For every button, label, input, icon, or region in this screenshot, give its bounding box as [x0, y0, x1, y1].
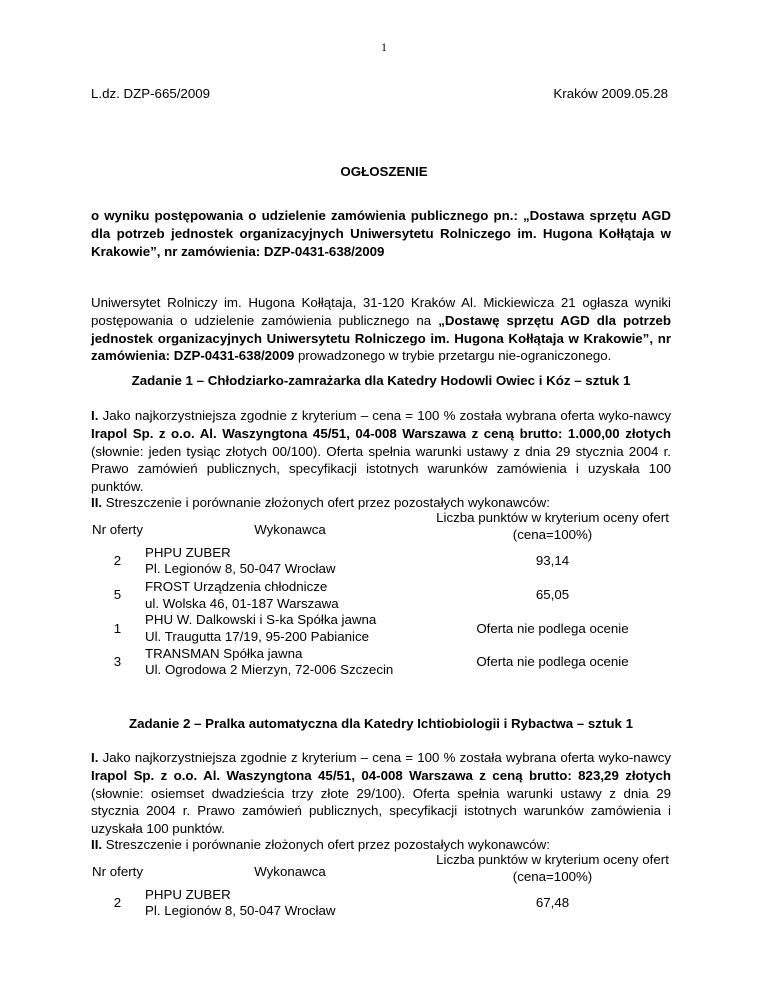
offer-contractor — [145, 612, 435, 645]
document-heading: OGŁOSZENIE — [340, 164, 428, 179]
contractor-name: TRANSMAN Spółka jawna — [145, 645, 303, 661]
page-number: 1 — [381, 40, 387, 54]
offer-score: 93,14 — [535, 552, 570, 568]
task2-sec2-label: II. — [91, 837, 103, 852]
table-row — [90, 612, 670, 645]
task1-sec1-label: I. — [91, 408, 99, 423]
header-score: Liczba punktów w kryterium oceny ofert (cena=100%) — [436, 510, 669, 542]
task1-sec1-bold: Irapol Sp. z o.o. Al. Waszyngtona 45/51, 04-008 Warszawa z ceną brutto: 1.000,00 złotych — [91, 425, 671, 441]
table-header-row — [90, 510, 670, 543]
contractor-address: Pl. Legionów 8, 50-047 Wrocław — [145, 903, 336, 919]
task1-sec1-text-end: (słownie: jeden tysiąc złotych 00/100). Oferta spełnia warunki ustawy z dnia 29 stycznia 2004 r. Prawo zamówień publicznych, specyfikacji istotnych warunków zamówienia i uzyskała 100 punktów. — [91, 443, 671, 495]
contractor-address: Pl. Legionów 8, 50-047 Wrocław — [145, 561, 336, 577]
task2-sec2-text: Streszczenie i porównanie złożonych ofert przez pozostałych wykonawców: — [102, 837, 550, 852]
reference-number: L.dz. DZP-665/2009 — [91, 86, 211, 101]
header-nr: Nr oferty — [92, 522, 143, 538]
offer-contractor — [145, 885, 435, 921]
contractor-address: Ul. Ogrodowa 2 Mierzyn, 72-006 Szczecin — [145, 662, 394, 678]
task2-sec1-text-end: (słownie: osiemset dwadzieścia trzy złote 29/100). Oferta spełnia warunki ustawy z dnia 29 stycznia 2004 r. Prawo zamówień publicznych, specyfikacji istotnych warunków zamówienia i uzyskała 100 punktów. — [91, 785, 671, 837]
task2-offers-table — [90, 852, 670, 921]
offer-nr: 1 — [113, 620, 122, 636]
offer-contractor — [145, 543, 435, 579]
contractor-address: ul. Wolska 46, 01-187 Warszawa — [145, 595, 339, 611]
contractor-name: PHPU ZUBER — [145, 886, 231, 902]
offer-contractor — [145, 579, 435, 612]
contractor-name: PHPU ZUBER — [145, 544, 231, 560]
task1-sec2-label: II. — [91, 495, 103, 510]
header-contractor: Wykonawca — [254, 521, 326, 537]
subject-paragraph: o wyniku postępowania o udzielenie zamówienia publicznego pn.: „Dostawa sprzętu AGD dla potrzeb jednostek organizacyjnych Uniwersytetu Rolniczego im. Hugona Kołłątaja w Krakowie”, nr zamówienia: DZP-0431-638/2009 — [91, 208, 671, 259]
intro-paragraph — [91, 294, 671, 365]
offer-nr: 2 — [113, 552, 122, 568]
task1-sec1-text: Jako najkorzystniejsza zgodnie z kryterium – cena = 100 % została wybrana oferta wyko-nawcy — [98, 408, 671, 423]
task1-section1 — [91, 407, 671, 496]
offer-nr: 5 — [113, 587, 122, 603]
intro-text-end: prowadzonego w trybie przetargu nie-ograniczonego. — [294, 348, 612, 364]
offer-score: 65,05 — [535, 587, 570, 603]
header-nr: Nr oferty — [92, 864, 143, 880]
offer-nr: 3 — [113, 653, 122, 669]
offer-score: 67,48 — [535, 894, 570, 910]
task2-sec1-label: I. — [91, 750, 99, 765]
task1-sec2-text: Streszczenie i porównanie złożonych ofert przez pozostałych wykonawców: — [102, 495, 550, 510]
offer-score: Oferta nie podlega ocenie — [476, 620, 629, 636]
table-row — [90, 646, 670, 679]
table-row — [90, 579, 670, 612]
header-score: Liczba punktów w kryterium oceny ofert (cena=100%) — [436, 852, 669, 884]
task2-sec1-bold: Irapol Sp. z o.o. Al. Waszyngtona 45/51, 04-008 Warszawa z ceną brutto: 823,29 złotych — [91, 767, 671, 783]
header-contractor: Wykonawca — [254, 863, 326, 879]
contractor-name: PHU W. Dalkowski i S-ka Spółka jawna — [145, 612, 377, 628]
intro-bold: „Dostawę sprzętu AGD dla potrzeb jednostek organizacyjnych Uniwersytetu Rolniczego im. Hugona Kołłątaja w Krakowie”, nr zamówienia: DZP-0431-638/2009 — [91, 312, 671, 364]
task2-sec1-text: Jako najkorzystniejsza zgodnie z kryterium – cena = 100 % została wybrana oferta wyko-nawcy — [98, 750, 671, 765]
task1-title: Zadanie 1 – Chłodziarko-zamrażarka dla Katedry Hodowli Owiec i Kóz – sztuk 1 — [131, 373, 631, 388]
task1-offers-table — [90, 510, 670, 679]
offer-score: Oferta nie podlega ocenie — [476, 653, 629, 669]
table-row — [90, 543, 670, 579]
table-row — [90, 885, 670, 921]
contractor-address: Ul. Traugutta 17/19, 95-200 Pabianice — [145, 628, 369, 644]
contractor-name: FROST Urządzenia chłodnicze — [145, 579, 328, 595]
intro-text: Uniwersytet Rolniczy im. Hugona Kołłątaja, 31-120 Kraków Al. Mickiewicza 21 ogłasza wyniki postępowania o udzielenie zamówienia publicznego na — [91, 295, 671, 328]
offer-contractor — [145, 646, 435, 679]
place-date: Kraków 2009.05.28 — [553, 86, 668, 101]
table-header-row — [90, 852, 670, 885]
task2-title: Zadanie 2 – Pralka automatyczna dla Katedry Ichtiobiologii i Rybactwa – sztuk 1 — [129, 716, 633, 731]
task2-section1 — [91, 749, 671, 838]
offer-nr: 2 — [113, 894, 122, 910]
